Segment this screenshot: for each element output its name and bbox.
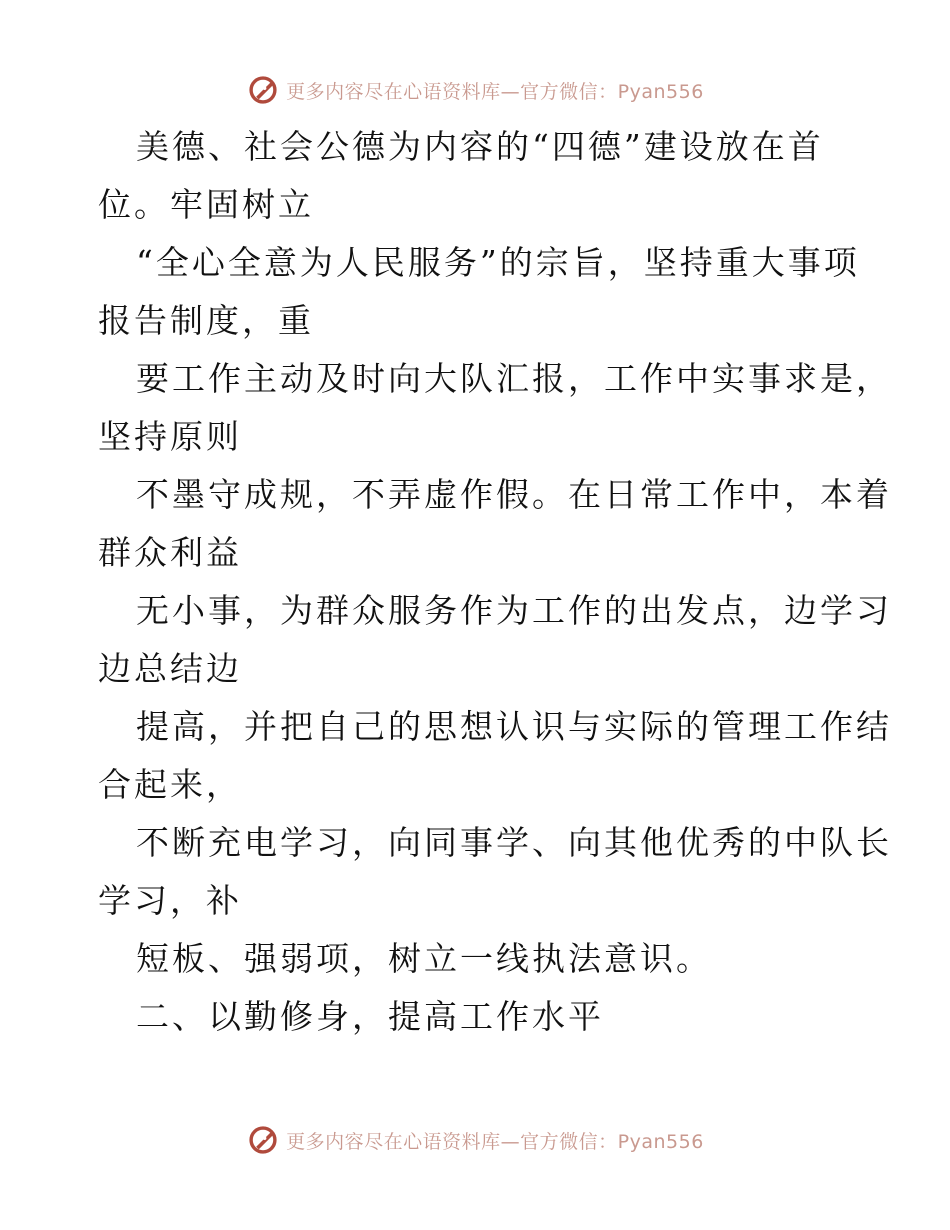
- header-banner: [0, 70, 950, 110]
- body-line: 不断充电学习，向同事学、向其他优秀的中队长: [136, 823, 892, 862]
- body-line: 合起来，: [98, 765, 242, 804]
- pen-nib-logo-icon: [246, 73, 280, 107]
- body-line: 美德、社会公德为内容的“四德”建设放在首: [136, 127, 824, 166]
- body-line: 提高，并把自己的思想认识与实际的管理工作结: [136, 707, 892, 746]
- body-line: 学习，补: [98, 881, 242, 920]
- body-line: 不墨守成规，不弄虚作假。在日常工作中，本着: [136, 475, 892, 514]
- body-line: 要工作主动及时向大队汇报，工作中实事求是，: [136, 359, 892, 398]
- body-line: “全心全意为人民服务”的宗旨，坚持重大事项: [136, 243, 860, 282]
- body-line: 边总结边: [98, 649, 242, 688]
- header-banner-text: 更多内容尽在心语资料库—官方微信：Pyan556: [286, 80, 704, 103]
- document-body: [98, 118, 892, 1046]
- body-line: 群众利益: [98, 533, 242, 572]
- body-line: 坚持原则: [98, 417, 242, 456]
- body-line: 无小事，为群众服务作为工作的出发点，边学习: [136, 591, 892, 630]
- body-line: 报告制度，重: [98, 301, 314, 340]
- footer-banner-text: 更多内容尽在心语资料库—官方微信：Pyan556: [286, 1130, 704, 1153]
- pen-nib-logo-icon: [246, 1123, 280, 1157]
- body-line: 短板、强弱项，树立一线执法意识。: [136, 939, 712, 978]
- footer-banner: [0, 1120, 950, 1160]
- section-heading: 二、以勤修身，提高工作水平: [136, 997, 604, 1036]
- body-line: 位。牢固树立: [98, 185, 314, 224]
